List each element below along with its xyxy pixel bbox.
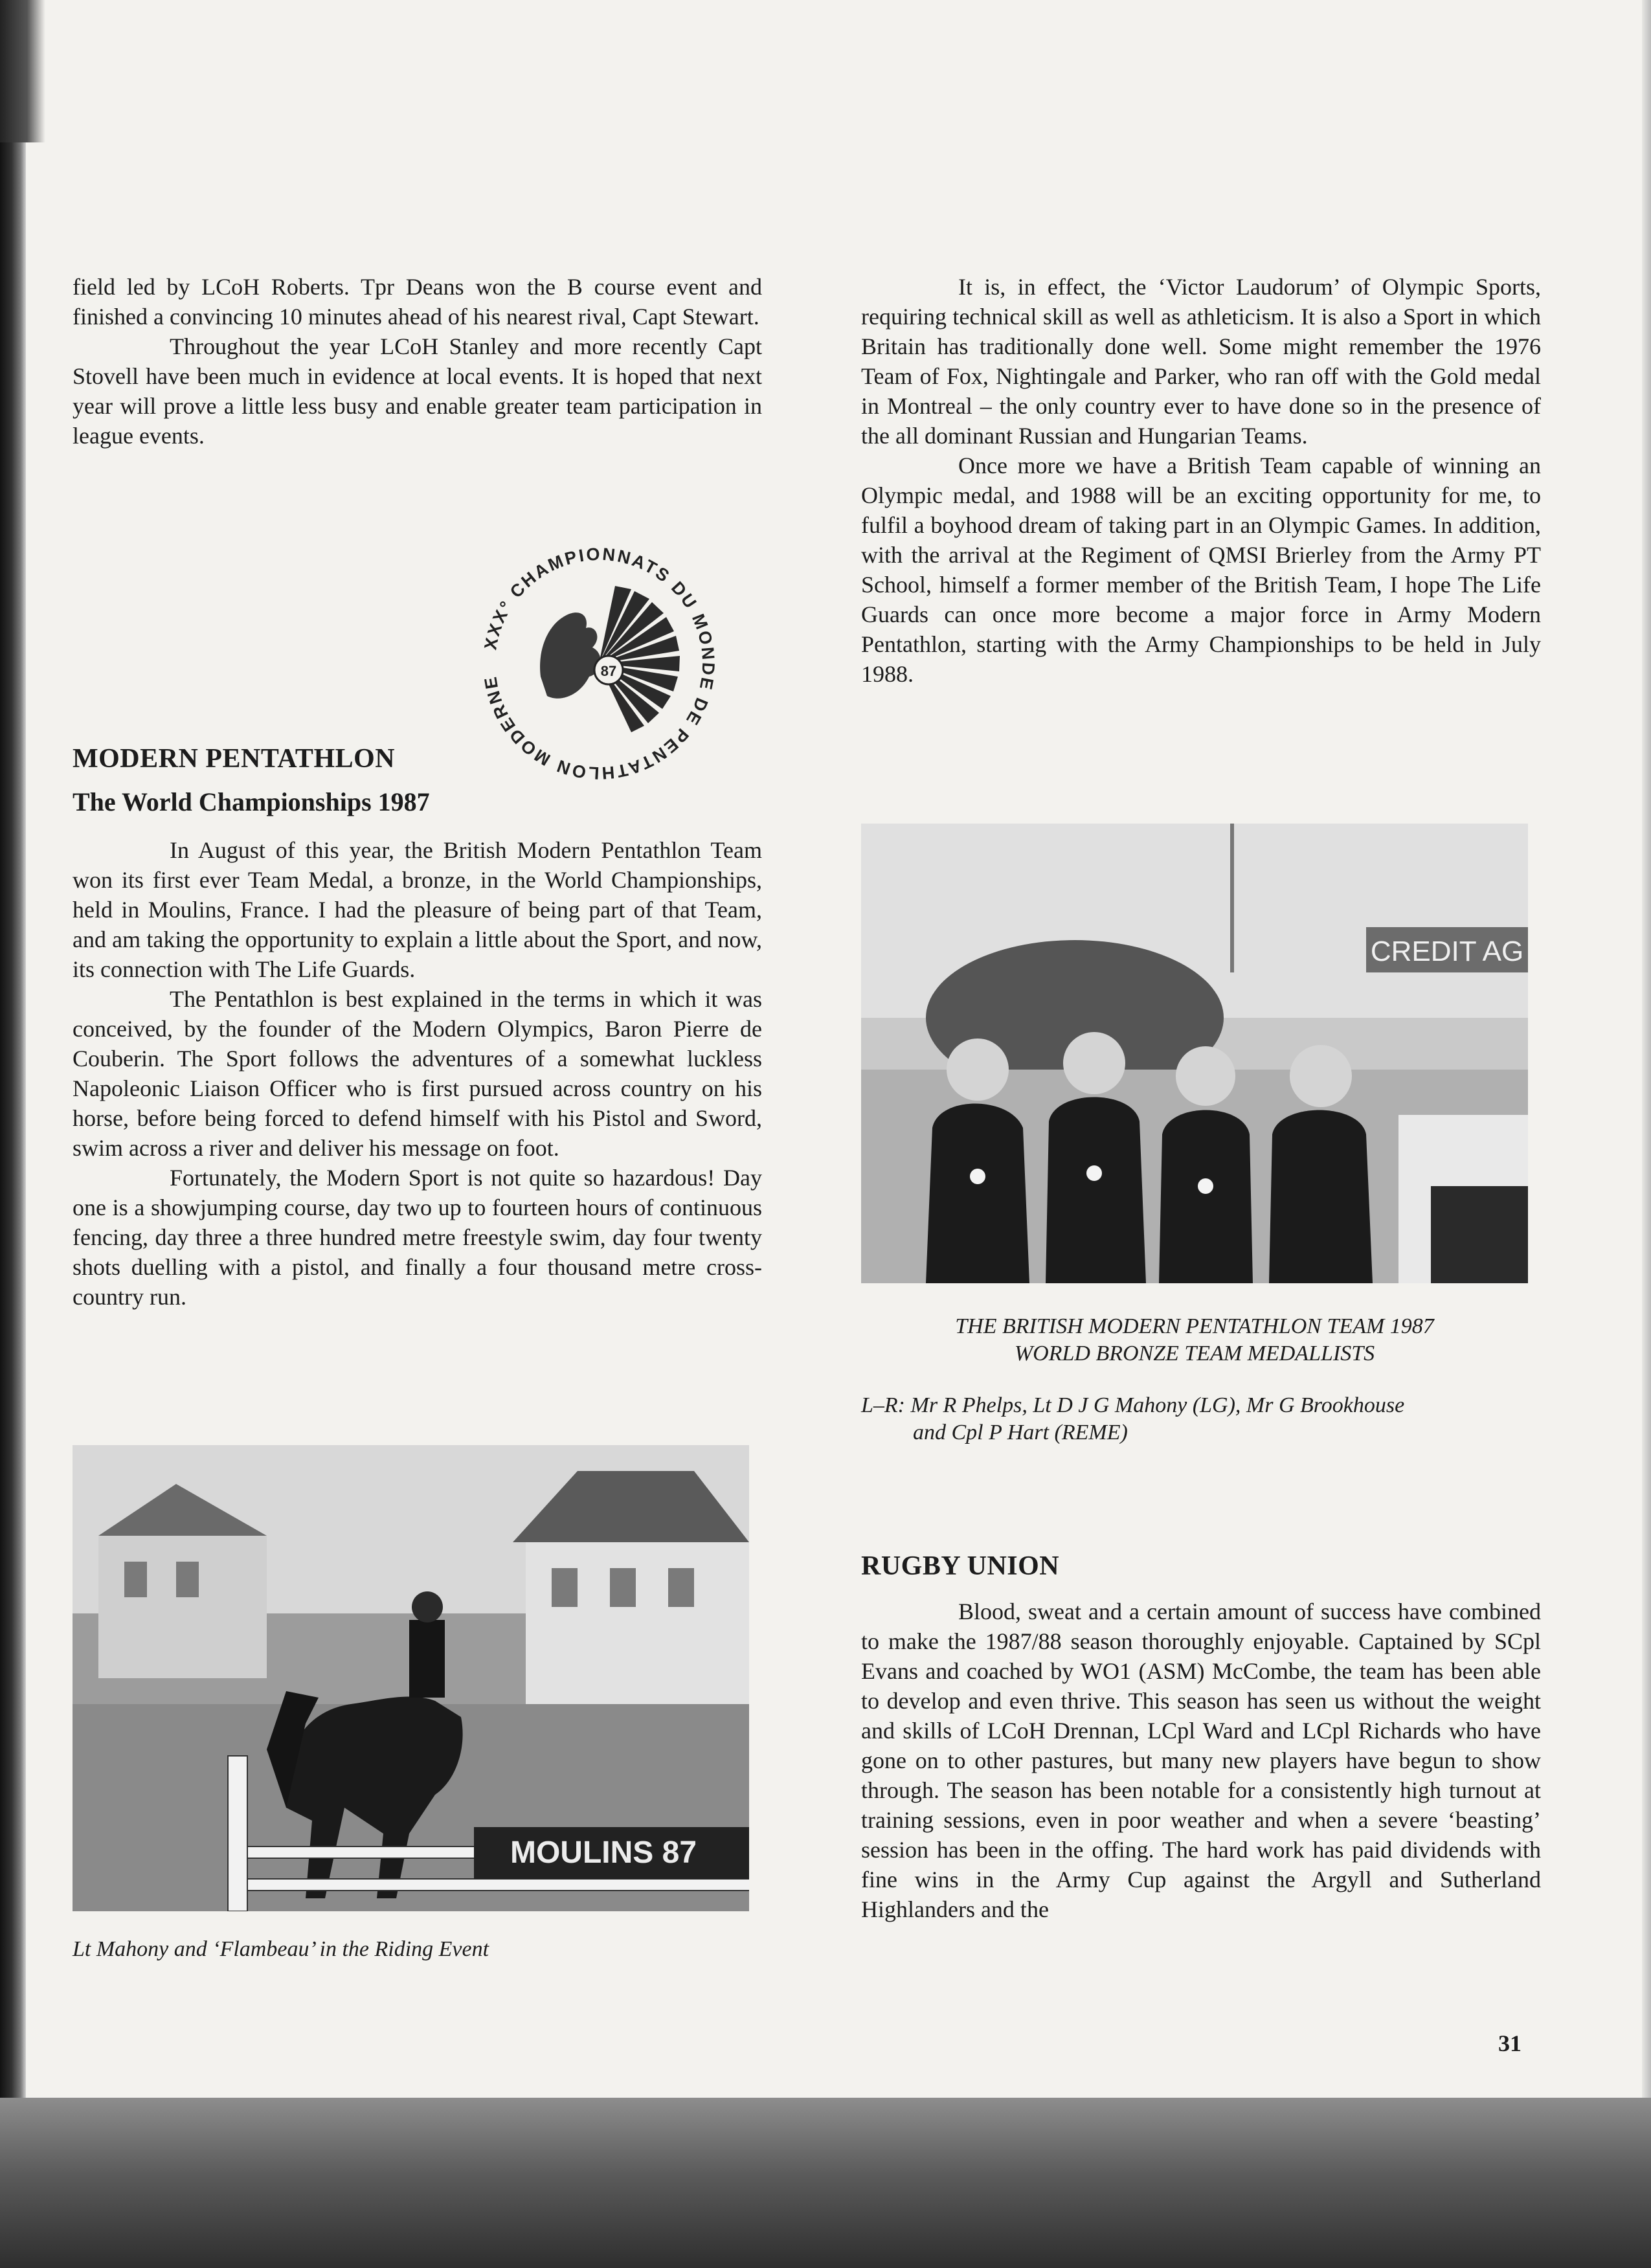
left-intro <box>73 272 762 451</box>
pentathlon-paragraph-3: Fortunately, the Modern Sport is not quite so hazardous! Day one is a showjumping course, day two up to fourteen hours of continuous fencing, day three a three hundred metre freestyle swim, day four twenty shots duelling with a pistol, and finally a four thousand metre cross-country run. <box>73 1165 762 1310</box>
right-paragraph-2: Once more we have a British Team capable of winning an Olympic medal, and 1988 will be an exciting opportunity for me, to fulfil a boyhood dream of taking part in an Olympic Games. In addition, with the arrival at the Regiment of QMSI Brierley from the Army PT School, himself a former member of the British Team, I hope The Life Guards can once more become a major force in Army Modern Pentathlon, starting with the Army Championships to be held in July 1988. <box>861 453 1541 687</box>
logo-ring-text: XXX° CHAMPIONNATS DU MONDE DE PENTATHLON MODERNE <box>480 544 719 783</box>
scan-bottom-shadow <box>0 2098 1651 2268</box>
page-right-edge <box>1642 0 1651 2098</box>
section-subtitle-world-championships: The World Championships 1987 <box>73 787 430 816</box>
intro-paragraph-1: field led by LCoH Roberts. Tpr Deans won the B course event and finished a convincing 10 minutes ahead of his nearest rival, Capt Stewart. <box>73 274 762 330</box>
rugby-paragraph: Blood, sweat and a certain amount of success have combined to make the 1987/88 season thoroughly enjoyable. Captained by SCpl Evans and coached by WO1 (ASM) McCombe, the team has been able to develop and even thrive. This season has seen us without the weight and skills of LCoH Drennan, LCpl Ward and LCpl Richards who have gone on to other pastures, but many new players have begun to show through. The season has been notable for a consistently high turnout at training sessions, even in poor weather and when a severe ‘beasting’ session has been in the offing. The hard work has paid dividends with fine wins in the Army Cup against the Argyll and Sutherland Highlanders and the <box>861 1599 1541 1922</box>
team-names-line-2: and Cpl P Hart (REME) <box>913 1420 1128 1444</box>
riding-photo-caption: Lt Mahony and ‘Flambeau’ in the Riding Event <box>73 1937 489 1961</box>
team-caption <box>861 1313 1528 1367</box>
right-paragraph-1: It is, in effect, the ‘Victor Laudorum’ of Olympic Sports, requiring technical skill as well as athleticism. It is also a Sport in which Britain has traditionally done well. Some might remember the 1976 Team of Fox, Nightingale and Parker, who ran off with the Gold medal in Montreal – the only country ever to have done so in the presence of the all dominant Russian and Hungarian Teams. <box>861 274 1541 449</box>
team-names <box>861 1392 1528 1446</box>
right-body <box>861 272 1541 689</box>
logo-rooster-icon <box>540 612 601 699</box>
spine-shadow-top <box>0 0 45 142</box>
team-photo <box>861 824 1528 1283</box>
section-title-modern-pentathlon: MODERN PENTATHLON <box>73 744 396 774</box>
rugby-body <box>861 1597 1541 1924</box>
photo-banner-text: MOULINS 87 <box>510 1836 697 1870</box>
page-number: 31 <box>1498 2030 1522 2056</box>
team-names-line-1: L–R: Mr R Phelps, Lt D J G Mahony (LG), Mr G Brookhouse <box>861 1393 1405 1417</box>
pentathlon-paragraph-2: The Pentathlon is best explained in the terms in which it was conceived, by the founder of the Modern Olympics, Baron Pierre de Couberin. The Sport follows the adventures of a somewhat luckless Napoleonic Liaison Officer who is first pursued across country on his horse, before being forced to defend himself with his Pistol and Sword, swim across a river and deliver his message on foot. <box>73 986 762 1161</box>
team-caption-line-1: THE BRITISH MODERN PENTATHLON TEAM 1987 <box>955 1314 1434 1338</box>
left-body <box>73 835 762 1312</box>
logo-year: 87 <box>600 663 617 679</box>
world-championships-logo <box>476 541 722 787</box>
section-title-rugby-union: RUGBY UNION <box>861 1551 1060 1581</box>
team-photo-sign: CREDIT AG <box>1370 936 1524 967</box>
pentathlon-paragraph-1: In August of this year, the British Modern Pentathlon Team won its first ever Team Medal, a bronze, in the World Championships, held in Moulins, France. I had the pleasure of being part of that Team, and am taking the opportunity to explain a little about the Sport, and now, its connection with The Life Guards. <box>73 837 762 982</box>
book-spine-shadow <box>0 0 26 2268</box>
riding-event-photo <box>73 1445 749 1911</box>
intro-paragraph-2: Throughout the year LCoH Stanley and more recently Capt Stovell have been much in evidence at local events. It is hoped that next year will prove a little less busy and enable greater team participation in league events. <box>73 333 762 449</box>
team-caption-line-2: WORLD BRONZE TEAM MEDALLISTS <box>1014 1342 1375 1365</box>
